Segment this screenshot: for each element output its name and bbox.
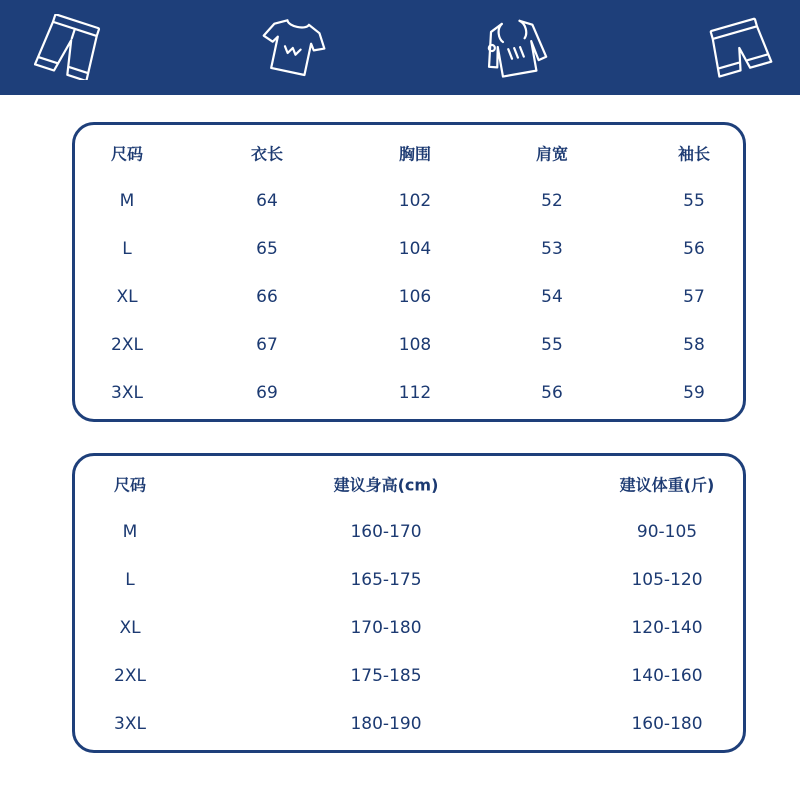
fit-table-row-0-col-1: 160-170	[350, 522, 422, 542]
fit-table-row-4-col-0: 3XL	[114, 714, 146, 734]
size-table-row-2-col-4: 57	[683, 287, 705, 307]
size-table-row-0-col-2: 102	[398, 191, 432, 211]
size-table-row-4-col-2: 112	[398, 383, 432, 403]
size-table-header-3: 肩宽	[535, 144, 569, 164]
size-table-row-4-col-0: 3XL	[111, 383, 143, 403]
fit-table-header-0: 尺码	[113, 475, 147, 495]
size-table-row-1-col-0: L	[122, 239, 132, 259]
size-table-header-1: 衣长	[250, 144, 284, 164]
size-table-row-1-col-4: 56	[683, 239, 705, 259]
fit-table-row-0-col-2: 90-105	[636, 522, 698, 542]
fit-table-row-3-col-0: 2XL	[114, 666, 146, 686]
size-table-row-1-col-2: 104	[398, 239, 432, 259]
size-table-row-1-col-1: 65	[256, 239, 278, 259]
fit-table-row-1-col-0: L	[125, 570, 135, 590]
size-table-header-2: 胸围	[398, 144, 432, 164]
recommendation-table	[72, 453, 746, 753]
fit-table-row-4-col-2: 160-180	[631, 714, 703, 734]
fit-table-row-4-col-1: 180-190	[350, 714, 422, 734]
fit-table-row-3-col-1: 175-185	[350, 666, 422, 686]
fit-table-row-0-col-0: M	[122, 522, 138, 542]
fit-table-row-2-col-1: 170-180	[350, 618, 422, 638]
size-table-row-3-col-3: 55	[541, 335, 563, 355]
size-table-row-4-col-3: 56	[541, 383, 563, 403]
fit-table-row-2-col-2: 120-140	[631, 618, 703, 638]
size-table-row-4-col-4: 59	[683, 383, 705, 403]
pants-icon	[34, 14, 104, 80]
fit-table-row-1-col-1: 165-175	[350, 570, 422, 590]
size-table-row-2-col-1: 66	[256, 287, 278, 307]
size-table-row-3-col-4: 58	[683, 335, 705, 355]
size-table-header-0: 尺码	[110, 144, 144, 164]
fit-table-header-1: 建议身高(cm)	[333, 475, 439, 495]
size-table-row-2-col-2: 106	[398, 287, 432, 307]
size-table-row-3-col-1: 67	[256, 335, 278, 355]
fit-table-row-2-col-0: XL	[119, 618, 141, 638]
hoodie-icon	[480, 14, 550, 80]
size-table-header-4: 袖长	[677, 144, 711, 164]
fit-table-row-3-col-2: 140-160	[631, 666, 703, 686]
size-table-row-4-col-1: 69	[256, 383, 278, 403]
size-table-row-0-col-0: M	[119, 191, 135, 211]
measurement-table	[72, 122, 746, 422]
size-table-row-2-col-3: 54	[541, 287, 563, 307]
size-table-row-0-col-1: 64	[256, 191, 278, 211]
size-table-row-3-col-0: 2XL	[111, 335, 143, 355]
size-table-row-0-col-4: 55	[683, 191, 705, 211]
tshirt-icon	[258, 14, 328, 80]
fit-table-row-1-col-2: 105-120	[631, 570, 703, 590]
size-table-row-2-col-0: XL	[116, 287, 138, 307]
size-table-row-1-col-3: 53	[541, 239, 563, 259]
fit-table-header-2: 建议体重(斤)	[619, 475, 715, 495]
shorts-icon	[704, 14, 774, 80]
header-banner	[0, 0, 800, 95]
size-table-row-0-col-3: 52	[541, 191, 563, 211]
size-table-row-3-col-2: 108	[398, 335, 432, 355]
